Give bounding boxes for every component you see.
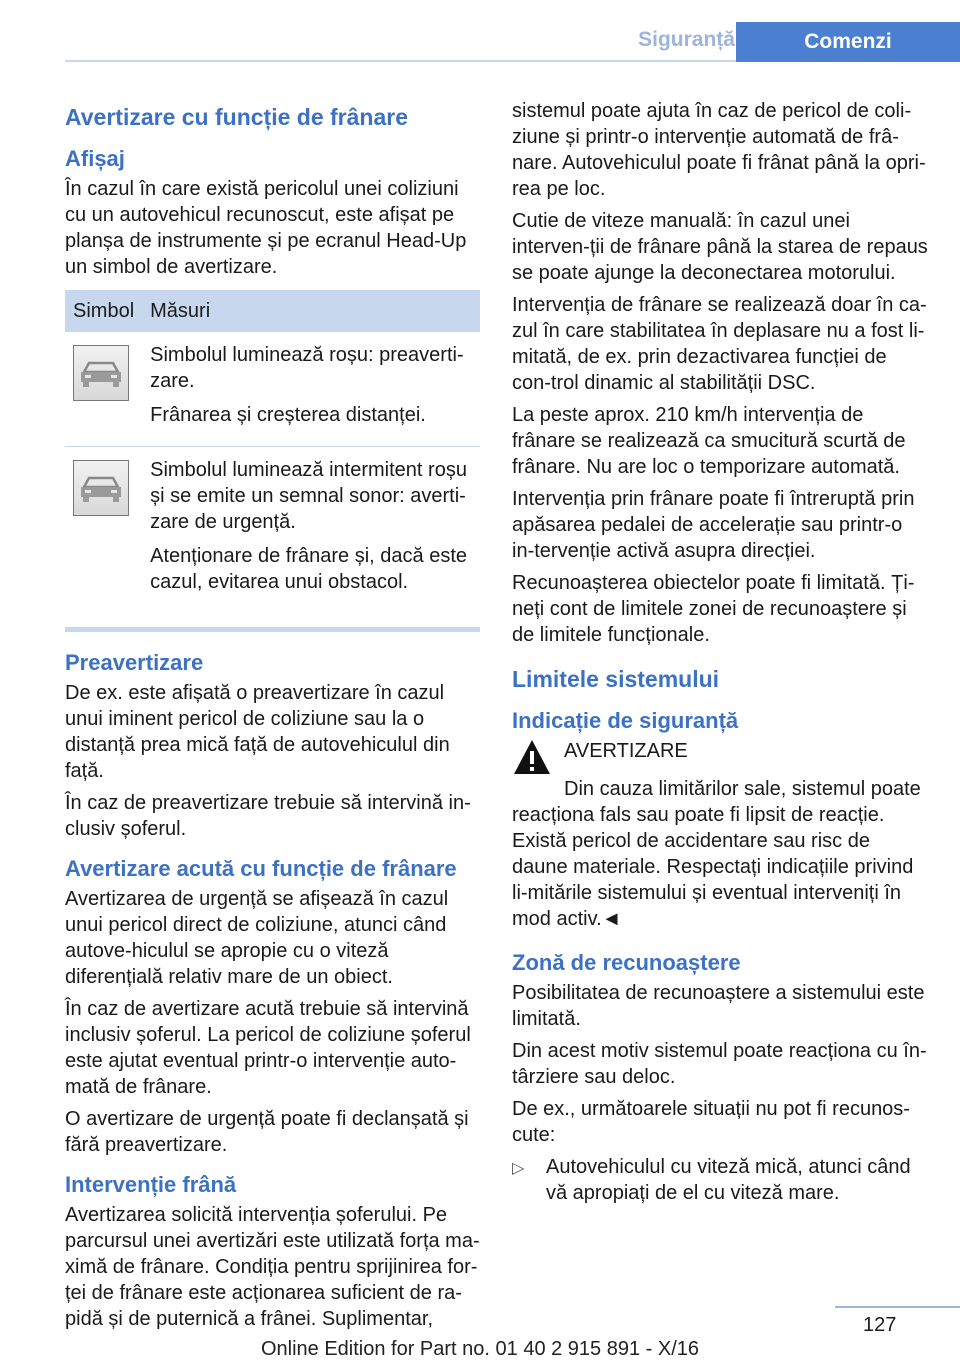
paragraph-brake-1: Avertizarea solicită intervenția șoferului. Pe parcursul unei avertizări este utilizată forța ma-ximă de frânare. Condiția pentru sprijinirea for-ței de frânare este acționarea suficient de ra-pidă și de puternică a frânei. Suplimentar,: [65, 1204, 480, 1330]
car-warning-icon: [73, 345, 129, 401]
heading-system-limits: Limitele sistemului: [512, 666, 720, 692]
triangle-bullet-icon: ▷: [512, 1160, 525, 1177]
table-row: [65, 332, 480, 447]
heading-safety-note: Indicație de siguranță: [512, 708, 739, 733]
row2-line2: Atenționare de frânare și, dacă este cazul, evitarea unui obstacol.: [150, 545, 468, 593]
paragraph-acute-1: Avertizarea de urgență se afișează în cazul unui pericol direct de coliziune, atunci când autove-hiculul se apropie cu o viteză diferențială relativ mare de un obiect.: [65, 888, 449, 988]
warning-text: Din cauza limitărilor sale, sistemul poate reacționa fals sau poate fi lipsit de reacție. Există pericol de accidentare sau risc de daune materiale. Respectați indicațiile privind li-mitările sistemului și eventual interveniți în mod activ.◄: [512, 778, 921, 930]
paragraph-right-2: Cutie de viteze manuală: în cazul unei interven-ții de frânare până la starea de repaus se poate ajunge la deconectarea motorului.: [512, 210, 928, 284]
car-warning-flashing-icon: [73, 460, 129, 516]
list-item-text: Autovehiculul cu viteză mică, atunci când vă apropiați de el cu viteză mare.: [546, 1156, 911, 1204]
symbol-table: [65, 290, 480, 613]
heading-brake-intervention: Intervenție frână: [65, 1172, 237, 1197]
heading-display: Afișaj: [65, 146, 125, 171]
heading-prewarning: Preavertizare: [65, 650, 204, 675]
paragraph-pre-2: În caz de preavertizare trebuie să intervină in-clusiv șoferul.: [65, 792, 471, 840]
warning-triangle-icon: [512, 738, 552, 776]
paragraph-zone-2: Din acest motiv sistemul poate reacționa cu în-târziere sau deloc.: [512, 1040, 927, 1088]
table-end-rule: [65, 627, 480, 632]
paragraph-right-1: sistemul poate ajuta în caz de pericol de coli-ziune și printr-o intervenție automată de frâ-nare. Autovehiculul poate fi frânat până la opri-rea pe loc.: [512, 100, 926, 200]
row2-line1: Simbolul luminează intermitent roșu și se emite un semnal sonor: averti-zare de urgență.: [150, 459, 467, 533]
row1-line2: Frânarea și creșterea distanței.: [150, 404, 426, 426]
table-header-measures: Măsuri: [142, 290, 480, 332]
paragraph-right-6: Recunoașterea obiectelor poate fi limitată. Ți-neți cont de limitele zonei de recunoaștere și de limitele funcționale.: [512, 572, 915, 646]
paragraph-right-5: Intervenția prin frânare poate fi întreruptă prin apăsarea pedalei de accelerație sau printr-o in-tervenție activă asupra direcției.: [512, 488, 915, 562]
paragraph-display: În cazul în care există pericolul unei coliziuni cu un autovehicul recunoscut, este afișat pe planșa de instrumente și pe ecranul Head-Up un simbol de avertizare.: [65, 178, 467, 278]
heading-detection-zone: Zonă de recunoaștere: [512, 950, 741, 975]
footer-rule: [835, 1306, 960, 1308]
paragraph-acute-2: În caz de avertizare acută trebuie să intervină inclusiv șoferul. La pericol de coliziune șoferul este ajutat eventual printr-o intervenție auto-mată de frânare.: [65, 998, 471, 1098]
active-tab[interactable]: Comenzi: [736, 22, 960, 62]
table-row: [65, 447, 480, 614]
list-item: [512, 1154, 930, 1206]
edition-footer: Online Edition for Part no. 01 40 2 915 891 - X/16: [260, 1338, 700, 1360]
paragraph-acute-3: O avertizare de urgență poate fi declanșată și fără preavertizare.: [65, 1108, 469, 1156]
paragraph-right-4: La peste aprox. 210 km/h intervenția de frânare se realizează ca smucitură scurtă de frânare. Nu are loc o temporizare automată.: [512, 404, 906, 478]
row1-line1: Simbolul luminează roșu: preaverti-zare.: [150, 344, 464, 392]
section-tab[interactable]: Siguranță: [638, 28, 735, 51]
table-header-symbol: Simbol: [65, 290, 142, 332]
right-column: [512, 98, 930, 1206]
page-number: 127: [863, 1314, 897, 1336]
warning-block: [512, 738, 930, 776]
heading-acute-warning: Avertizare acută cu funcție de frânare: [65, 856, 457, 881]
paragraph-pre-1: De ex. este afișată o preavertizare în cazul unui iminent pericol de coliziune sau la o distanță prea mică față de autovehiculul din față.: [65, 682, 450, 782]
heading-warning-brake: Avertizare cu funcție de frânare: [65, 104, 408, 130]
warning-title: AVERTIZARE: [564, 740, 688, 762]
left-column: [65, 98, 480, 1338]
paragraph-zone-1: Posibilitatea de recunoaștere a sistemului este limitată.: [512, 982, 925, 1030]
paragraph-zone-3: De ex., următoarele situații nu pot fi recunos-cute:: [512, 1098, 910, 1146]
paragraph-right-3: Intervenția de frânare se realizează doar în ca-zul în care stabilitatea în deplasare nu a fost li-mitată, de ex. prin dezactivarea funcției de con-trol dinamic al stabilității DSC.: [512, 294, 927, 394]
